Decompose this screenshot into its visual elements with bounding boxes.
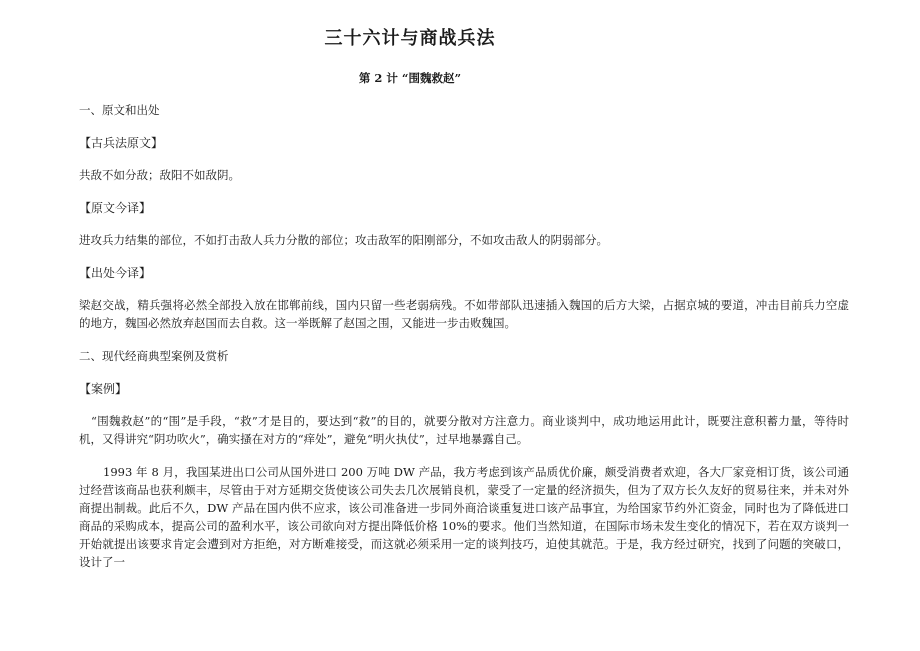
case-paragraph-1: “围魏救赵”的“围”是手段，“救”才是目的，要达到“救”的目的，就要分散对方注意力。商业谈判中，成功地运用此计，既要注意积蓄力量，等待时机，又得讲究“阴功吹火”，确实搔在对方的“痒处”，避免“明火执仗”，过早地暴露自己。 [79, 414, 849, 446]
case-paragraph-2: 1993 年 8 月，我国某进出口公司从国外进口 200 万吨 DW 产品，我方考虑到该产品质优价廉，颇受消费者欢迎，各大厂家竞相订货，该公司通过经营该商品也获利颇丰，尽管由于对方延期交货使该公司失去几次展销良机，蒙受了一定量的经济损失，但为了双方长久友好的贸易往来，并未对外商提出制裁。此后不久，DW 产品在国内供不应求，该公司准备进一步同外商洽谈重复进口该产品事宜，为给国家节约外汇资金，同时也为了降低进口商品的采购成本，提高公司的盈利水平，该公司欲向对方提出降低价格 10%的要求。他们当然知道，在国际市场未发生变化的情况下，若在双方谈判一开始就提出该要求肯定会遭到对方拒绝，对方断难接受，而这就必须采用一定的谈判技巧，迫使其就范。于是，我方经过研究，找到了问题的突破口，设计了一 [79, 465, 849, 569]
original-text-label: 【古兵法原文】 [79, 136, 164, 150]
chapter-subtitle: 第 2 计 “围魏救赵” [358, 71, 462, 85]
translation-text: 进攻兵力结集的部位，不如打击敌人兵力分散的部位；攻击敌军的阳刚部分，不如攻击敌人的阴弱部分。 [79, 233, 608, 247]
source-translation-text: 梁赵交战，精兵强将必然全部投入放在邯郸前线，国内只留一些老弱病残。不如带部队迅速插入魏国的后方大梁，占据京城的要道，冲击目前兵力空虚的地方，魏国必然放弃赵国而去自救。这一举既解了赵国之围，又能进一步击败魏国。 [79, 298, 849, 330]
original-text: 共敌不如分敌；敌阳不如敌阴。 [79, 168, 240, 182]
source-translation-label: 【出处今译】 [79, 266, 152, 280]
section-heading-1: 一、原文和出处 [79, 103, 160, 117]
page-title: 三十六计与商战兵法 [324, 28, 496, 49]
case-label: 【案例】 [79, 382, 128, 396]
section-heading-2: 二、现代经商典型案例及赏析 [79, 349, 229, 363]
translation-label: 【原文今译】 [79, 201, 152, 215]
